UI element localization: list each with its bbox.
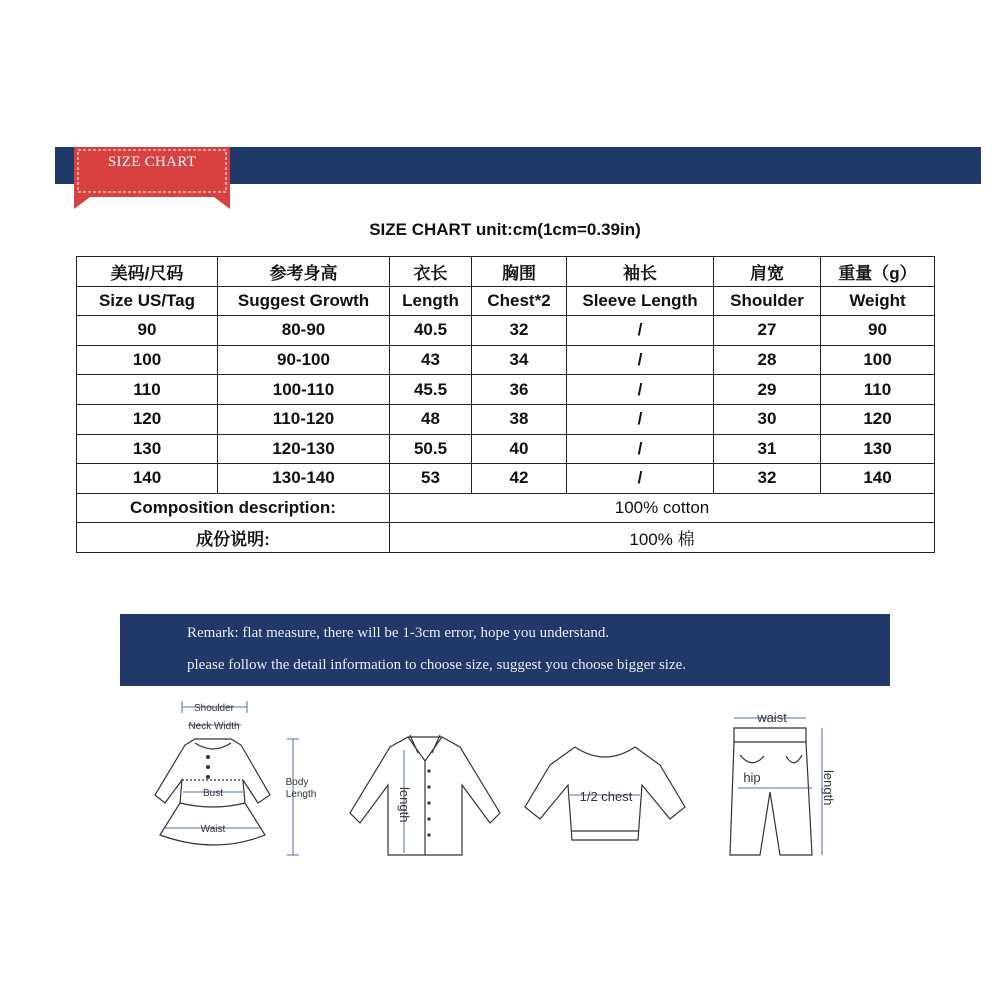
table-cell: 110-120 <box>218 404 390 434</box>
header-cell: 袖长 <box>567 257 714 287</box>
header-cell: Length <box>390 286 472 316</box>
table-cell: 120 <box>821 404 935 434</box>
table-cell: 40 <box>472 434 567 464</box>
shirt-illustration <box>340 695 510 870</box>
remark-box <box>120 614 890 686</box>
table-cell: 32 <box>472 316 567 346</box>
table-cell: 90-100 <box>218 345 390 375</box>
table-cell: / <box>567 404 714 434</box>
table-cell: 110 <box>77 375 218 405</box>
table-row <box>77 316 935 346</box>
table-cell: 110 <box>821 375 935 405</box>
pants-illustration <box>720 700 860 865</box>
pants-hip-label: hip <box>743 770 761 785</box>
table-cell: 40.5 <box>390 316 472 346</box>
table-header-cn <box>77 257 935 287</box>
dress-shoulder-label: Shoulder <box>193 703 235 714</box>
table-cell: 100 <box>821 345 935 375</box>
table-cell: 100-110 <box>218 375 390 405</box>
dress-diagram <box>125 695 325 875</box>
pants-waist-label: waist <box>757 710 787 725</box>
table-cell: 90 <box>821 316 935 346</box>
table-cell: / <box>567 316 714 346</box>
table-cell: 38 <box>472 404 567 434</box>
dress-bust-label: Bust <box>202 788 224 799</box>
table-row <box>77 464 935 494</box>
table-cell: 29 <box>714 375 821 405</box>
composition-row <box>77 493 935 523</box>
composition-value: 100% cotton <box>390 493 935 523</box>
table-row <box>77 375 935 405</box>
table-row <box>77 345 935 375</box>
table-cell: 100 <box>77 345 218 375</box>
table-cell: 43 <box>390 345 472 375</box>
dress-waist-label: Waist <box>200 824 226 835</box>
table-cell: 32 <box>714 464 821 494</box>
header-cell: Weight <box>821 286 935 316</box>
table-cell: / <box>567 434 714 464</box>
remark-line-1: Remark: flat measure, there will be 1-3cm error, hope you understand. <box>187 625 610 641</box>
table-cell: 90 <box>77 316 218 346</box>
table-cell: / <box>567 375 714 405</box>
composition-label: Composition description: <box>77 493 390 523</box>
banner-label: SIZE CHART <box>107 154 197 170</box>
table-cell: 130 <box>821 434 935 464</box>
table-cell: / <box>567 345 714 375</box>
shirt-diagram <box>340 695 510 875</box>
table-cell: 30 <box>714 404 821 434</box>
shirt-length-label: length <box>397 787 412 823</box>
table-cell: 48 <box>390 404 472 434</box>
table-cell: 130-140 <box>218 464 390 494</box>
table-row <box>77 404 935 434</box>
table-cell: 130 <box>77 434 218 464</box>
sweater-diagram <box>520 695 700 875</box>
header-cell: 重量（g） <box>821 257 935 287</box>
header-cell: 胸围 <box>472 257 567 287</box>
table-cell: 28 <box>714 345 821 375</box>
table-cell: 53 <box>390 464 472 494</box>
header-cell: 参考身高 <box>218 257 390 287</box>
table-cell: 140 <box>77 464 218 494</box>
table-cell: 45.5 <box>390 375 472 405</box>
header-cell: 肩宽 <box>714 257 821 287</box>
header-cell: Chest*2 <box>472 286 567 316</box>
table-row <box>77 434 935 464</box>
table-cell: 120-130 <box>218 434 390 464</box>
table-cell: 120 <box>77 404 218 434</box>
table-cell: 42 <box>472 464 567 494</box>
dress-illustration <box>125 695 325 870</box>
composition-label-cn: 成份说明: <box>77 523 390 553</box>
sweater-chest-label: 1/2 chest <box>579 789 633 804</box>
header-cell: Size US/Tag <box>77 286 218 316</box>
size-table <box>76 256 935 553</box>
pants-length-label: length <box>821 770 836 806</box>
header-cell: 衣长 <box>390 257 472 287</box>
header-cell: Suggest Growth <box>218 286 390 316</box>
table-cell: 27 <box>714 316 821 346</box>
dress-neck-width-label: Neck Width <box>188 721 240 732</box>
header-cell: Sleeve Length <box>567 286 714 316</box>
composition-value-cn: 100% 棉 <box>390 523 935 553</box>
table-cell: 34 <box>472 345 567 375</box>
table-header-en <box>77 286 935 316</box>
header-cell: 美码/尺码 <box>77 257 218 287</box>
sweater-illustration <box>520 695 700 870</box>
table-cell: 50.5 <box>390 434 472 464</box>
table-cell: / <box>567 464 714 494</box>
header-cell: Shoulder <box>714 286 821 316</box>
pants-diagram <box>720 700 860 870</box>
table-cell: 140 <box>821 464 935 494</box>
table-cell: 31 <box>714 434 821 464</box>
chart-title: SIZE CHART unit:cm(1cm=0.39in) <box>369 220 641 239</box>
dress-body-length-label: Body <box>285 777 309 788</box>
table-cell: 80-90 <box>218 316 390 346</box>
table-cell: 36 <box>472 375 567 405</box>
composition-row-cn <box>77 523 935 553</box>
dress-body-length-label-2: Length <box>285 789 317 800</box>
remark-line-2: please follow the detail information to choose size, suggest you choose bigger size. <box>187 657 687 673</box>
